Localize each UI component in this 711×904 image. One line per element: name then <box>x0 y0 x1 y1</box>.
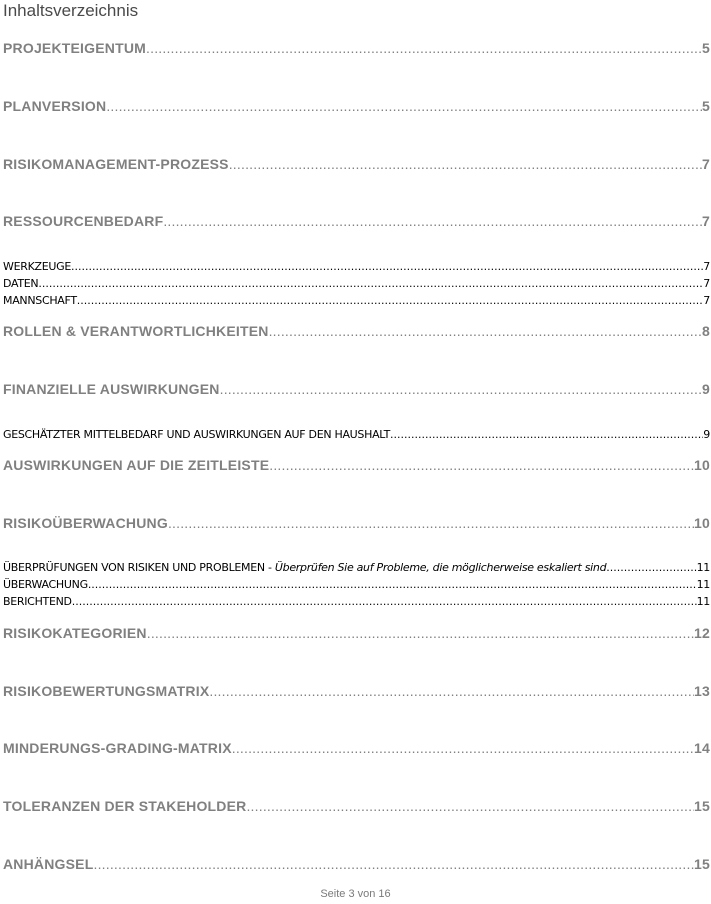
dot-leader <box>246 798 694 814</box>
toc-subentry-ueberpruefungen[interactable] <box>3 561 710 574</box>
toc-page-number: 7 <box>703 260 710 273</box>
dot-leader <box>106 98 702 114</box>
toc-subentry-mittelbedarf[interactable] <box>3 428 710 441</box>
toc-page-number: 15 <box>694 856 710 872</box>
toc-page-number: 13 <box>694 683 710 699</box>
toc-entry-zeitleiste[interactable] <box>3 457 710 473</box>
toc-page-number: 10 <box>694 457 710 473</box>
toc-entry-label: AUSWIRKUNGEN AUF DIE ZEITLEISTE <box>3 457 270 473</box>
toc-entry-label: MINDERUNGS-GRADING-MATRIX <box>3 740 232 756</box>
toc-entry-planversion[interactable] <box>3 98 710 114</box>
toc-title: Inhaltsverzeichnis <box>3 1 139 20</box>
dot-leader <box>168 515 694 531</box>
toc-entry-label: WERKZEUGE <box>3 260 71 273</box>
dot-leader <box>38 277 703 290</box>
toc-entry-projekteigentum[interactable] <box>3 40 710 56</box>
toc-page-number: 11 <box>696 595 710 608</box>
toc-page-number: 11 <box>696 561 710 574</box>
toc-page-number: 11 <box>696 578 710 591</box>
dot-leader <box>232 740 694 756</box>
toc-page-number: 7 <box>703 277 710 290</box>
toc-entry-label: ÜBERWACHUNG <box>3 578 88 591</box>
toc-entry-minderungs-grading-matrix[interactable] <box>3 740 710 756</box>
dot-leader <box>163 213 702 229</box>
toc-entry-separator: - <box>264 561 275 574</box>
page-footer: Seite 3 von 16 <box>320 888 391 900</box>
toc-page-number: 9 <box>702 381 710 397</box>
toc-subentry-ueberwachung[interactable] <box>3 578 710 591</box>
toc-entry-anhaengsel[interactable] <box>3 856 710 872</box>
toc-entry-ressourcenbedarf[interactable] <box>3 213 710 229</box>
toc-page-number: 12 <box>694 625 710 641</box>
dot-leader <box>390 428 703 441</box>
toc-entry-label: ROLLEN & VERANTWORTLICHKEITEN <box>3 323 269 339</box>
toc-entry-risikomanagement-prozess[interactable] <box>3 156 710 172</box>
toc-entry-rollen-verantwortlichkeiten[interactable] <box>3 323 710 339</box>
dot-leader <box>220 381 702 397</box>
toc-page-number: 5 <box>702 40 710 56</box>
toc-page-number: 7 <box>703 294 710 307</box>
toc-entry-label: RESSOURCENBEDARF <box>3 213 164 229</box>
dot-leader <box>146 40 702 56</box>
toc-entry-label: TOLERANZEN DER STAKEHOLDER <box>3 798 247 814</box>
toc-entry-label: RISIKOKATEGORIEN <box>3 625 147 641</box>
toc-entry-finanzielle-auswirkungen[interactable] <box>3 381 710 397</box>
toc-entry-subtitle: Überprüfen Sie auf Probleme, die möglicherweise eskaliert sind <box>274 561 607 574</box>
toc-page-number: 7 <box>702 156 710 172</box>
dot-leader <box>72 595 697 608</box>
toc-entry-label: PROJEKTEIGENTUM <box>3 40 147 56</box>
toc-entry-label: DATEN <box>3 277 39 290</box>
dot-leader <box>88 578 697 591</box>
toc-entry-label: RISIKOÜBERWACHUNG <box>3 515 168 531</box>
toc-page-number: 10 <box>694 515 710 531</box>
toc-entry-toleranzen-stakeholder[interactable] <box>3 798 710 814</box>
toc-subentry-daten[interactable] <box>3 277 710 290</box>
toc-entry-label: FINANZIELLE AUSWIRKUNGEN <box>3 381 220 397</box>
toc-subentry-mannschaft[interactable] <box>3 294 710 307</box>
toc-entry-label: PLANVERSION <box>3 98 107 114</box>
toc-entry-label: RISIKOBEWERTUNGSMATRIX <box>3 683 210 699</box>
dot-leader <box>269 323 702 339</box>
toc-entry-risikokategorien[interactable] <box>3 625 710 641</box>
toc-entry-risikoueberwachung[interactable] <box>3 515 710 531</box>
toc-page-number: 5 <box>702 98 710 114</box>
toc-entry-label: RISIKOMANAGEMENT-PROZESS <box>3 156 229 172</box>
dot-leader <box>71 260 703 273</box>
toc-entry-label: BERICHTEND <box>3 595 72 608</box>
dot-leader <box>147 625 694 641</box>
toc-page-number: 9 <box>703 428 710 441</box>
toc-entry-label: MANNSCHAFT <box>3 294 77 307</box>
toc-subentry-berichtend[interactable] <box>3 595 710 608</box>
toc-page-number: 8 <box>702 323 710 339</box>
toc-entry-label: GESCHÄTZTER MITTELBEDARF UND AUSWIRKUNGEN AUF DEN HAUSHALT <box>3 428 391 441</box>
toc-page-number: 15 <box>694 798 710 814</box>
dot-leader <box>606 561 696 574</box>
toc-entry-label: ÜBERPRÜFUNGEN VON RISIKEN UND PROBLEMEN <box>3 561 265 574</box>
toc-page-number: 14 <box>694 740 710 756</box>
dot-leader <box>209 683 694 699</box>
dot-leader <box>77 294 704 307</box>
toc-page-number: 7 <box>702 213 710 229</box>
toc-entry-label: ANHÄNGSEL <box>3 856 94 872</box>
dot-leader <box>269 457 694 473</box>
toc-entry-risikobewertungsmatrix[interactable] <box>3 683 710 699</box>
dot-leader <box>93 856 694 872</box>
dot-leader <box>229 156 702 172</box>
toc-subentry-werkzeuge[interactable] <box>3 260 710 273</box>
